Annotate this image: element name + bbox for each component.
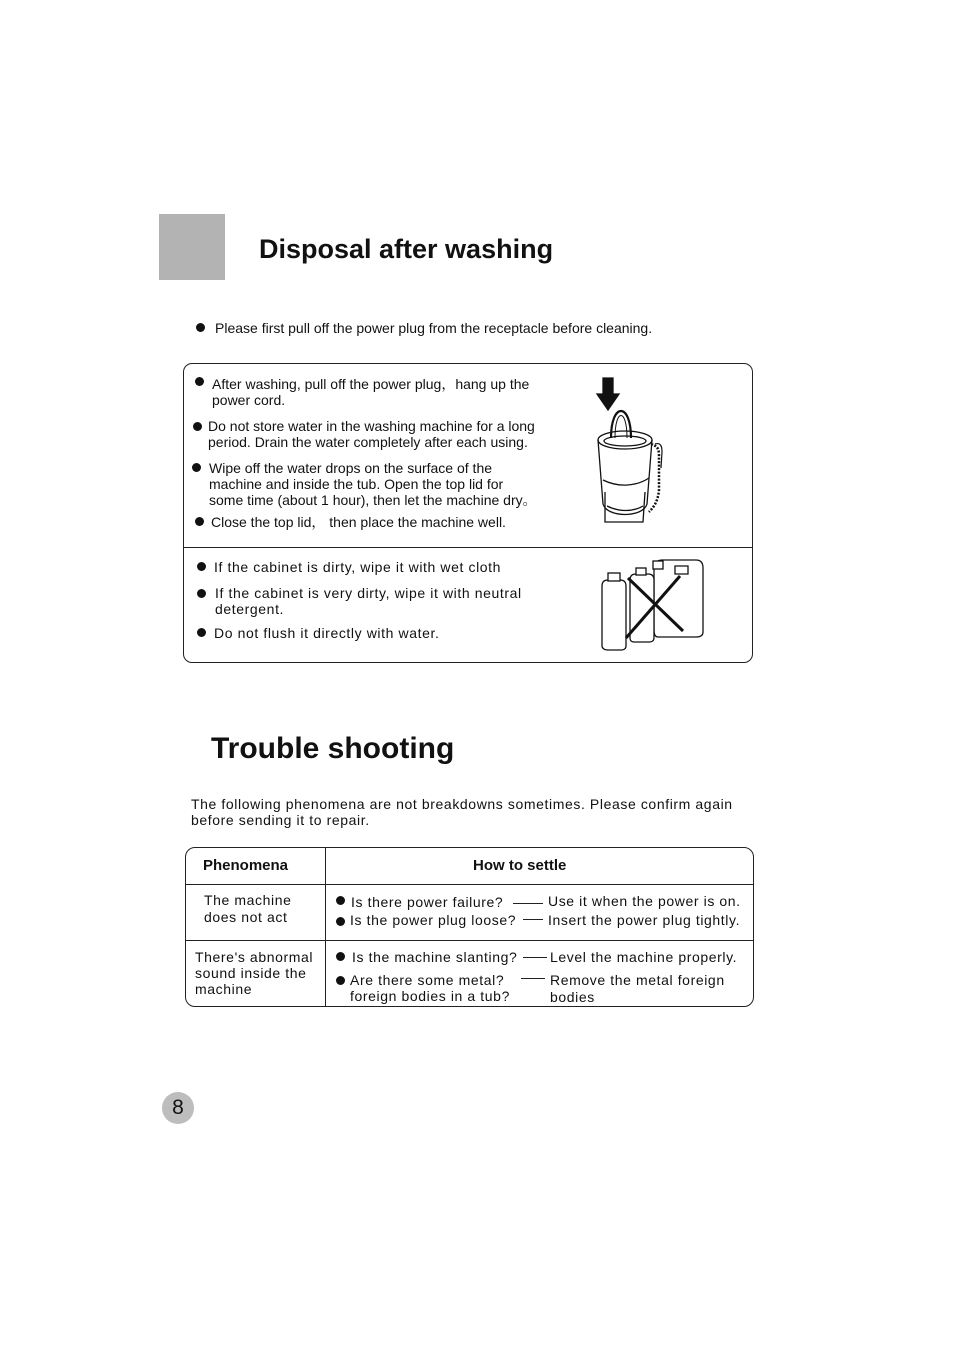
row-1-check-2-answer: Insert the power plug tightly. [548,912,741,928]
row-2-check-1-question: Is the machine slanting? [352,949,518,965]
page-number-badge: 8 [162,1092,194,1124]
bullet [196,323,205,332]
bullet [195,517,204,526]
connector-line [513,903,543,904]
section-title-disposal: Disposal after washing [259,234,554,264]
bullet [195,377,204,386]
bullet [336,896,345,905]
cabinet-item-2-line-2: detergent. [215,601,285,617]
row-2-phenomena-line-2: sound inside the [195,965,307,981]
bullet [336,952,345,961]
disposal-item-2-line-1: Do not store water in the washing machine for a long [208,418,535,434]
cabinet-item-3: Do not flush it directly with water. [214,625,440,641]
detergent-bottles-crossed-out-icon [598,556,708,652]
table-rule [186,884,753,885]
bullet [197,628,206,637]
disposal-item-1-line-2: power cord. [212,392,286,408]
box-divider [184,547,752,548]
row-2-phenomena-line-3: machine [195,981,253,997]
row-1-check-1-answer: Use it when the power is on. [548,893,741,909]
bullet [192,463,201,472]
table-column-rule [325,848,326,1006]
cabinet-item-2-line-1: If the cabinet is very dirty, wipe it with neutral [215,585,522,601]
table-header-how-to-settle: How to settle [473,857,567,874]
bullet [336,917,345,926]
connector-line [523,957,547,958]
trouble-intro-line-2: before sending it to repair. [191,812,370,828]
disposal-item-3-line-3: some time (about 1 hour), then let the machine dry。 [209,492,537,508]
disposal-intro: Please first pull off the power plug from the receptacle before cleaning. [215,320,653,336]
disposal-item-3-line-1: Wipe off the water drops on the surface of the [209,460,493,476]
bullet [336,976,345,985]
section-marker [159,214,225,280]
bullet [193,422,202,431]
disposal-item-3-line-2: machine and inside the tub. Open the top lid for [209,476,504,492]
disposal-item-1-line-1: After washing, pull off the power plug，hang up the [212,376,530,392]
row-2-phenomena-line-1: There's abnormal [195,949,314,965]
row-1-check-1-question: Is there power failure? [351,894,504,910]
table-rule [186,940,753,941]
row-2-check-1-answer: Level the machine properly. [550,949,738,965]
bullet [197,589,206,598]
trouble-intro-line-1: The following phenomena are not breakdowns sometimes. Please confirm again [191,796,733,812]
cabinet-item-1: If the cabinet is dirty, wipe it with wet cloth [214,559,502,575]
connector-line [521,978,545,979]
section-title-trouble: Trouble shooting [211,732,455,765]
row-2-check-2-answer-line-1: Remove the metal foreign [550,972,725,988]
row-1-phenomena-line-1: The machine [204,892,292,908]
connector-line [523,919,543,920]
bullet [197,562,206,571]
table-header-phenomena: Phenomena [203,857,289,874]
row-1-check-2-question: Is the power plug loose? [350,912,517,928]
row-2-check-2-question-line-1: Are there some metal? [350,972,505,988]
washing-machine-icon [585,372,685,532]
row-2-check-2-answer-line-2: bodies [550,989,595,1005]
row-2-check-2-question-line-2: foreign bodies in a tub? [350,988,510,1004]
disposal-item-4: Close the top lid， then place the machine well. [211,514,506,530]
disposal-item-2-line-2: period. Drain the water completely after each using. [208,434,528,450]
row-1-phenomena-line-2: does not act [204,909,288,925]
